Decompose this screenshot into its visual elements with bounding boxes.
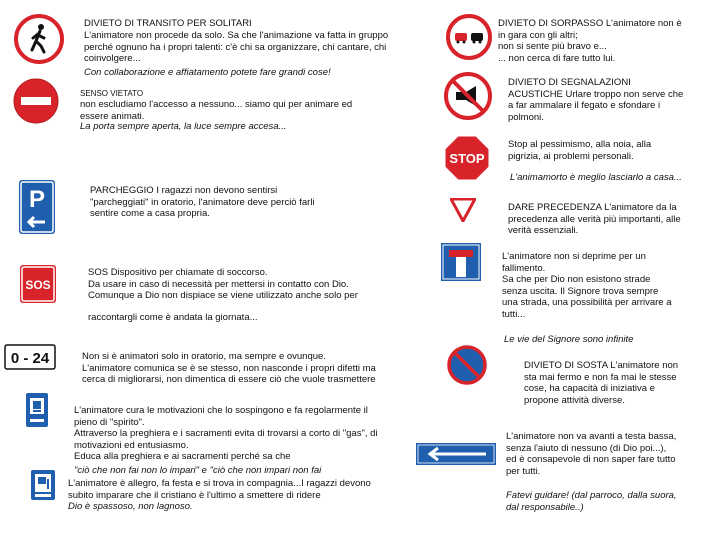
deadend-body: L'animatore non si deprime per un fallimento. Sa che per Dio non esistono strade senza uscita. Il Signore trova sempre una strada, una possibilità per arrivare a tutti...: [502, 251, 672, 320]
parcheggio-body: PARCHEGGIO I ragazzi non devono sentirsi "parcheggiati" in oratorio, l'animatore deve perciò farli sentire come a casa propria.: [90, 185, 315, 219]
acustiche-body: DIVIETO DI SEGNALAZIONI ACUSTICHE Urlare troppo non serve che a far ammalare il fegato e sfondare i polmoni.: [508, 77, 684, 123]
senso-title: SENSO VIETATO: [80, 89, 144, 98]
hours-label: 0 - 24: [10, 350, 50, 367]
0-24-icon: [4, 344, 56, 370]
parking-icon: [19, 180, 55, 234]
yield-icon: [450, 198, 476, 222]
one-way-arrow-icon: [416, 443, 496, 465]
fuel-body-2: L'animatore è allegro, fa festa e si trova in compagnia...I ragazzi devono subito imparare che il cristiano è l'ultimo a smettere di ridere: [68, 478, 371, 501]
sosta-body: DIVIETO DI SOSTA L'animatore non sta mai fermo e non fa mai le stesse cose, ha capacità di iniziativa e propone attività diverse.: [524, 360, 679, 406]
sos-label: SOS: [25, 278, 51, 292]
pedestrian-prohibited-icon: [14, 14, 64, 64]
transit-motto: Con collaborazione e affiatamento potete fare grandi cose!: [84, 67, 331, 78]
stop-sign-icon: [444, 135, 490, 181]
stop-motto: L'animamorto è meglio lasciarlo a casa...: [510, 172, 682, 183]
stop-label: STOP: [449, 151, 485, 166]
service-station-icon: [31, 470, 55, 500]
deadend-motto: Le vie del Signore sono infinite: [504, 334, 634, 345]
sos-body: SOS Dispositivo per chiamate di soccorso. Da usare in caso di necessità per mettersi in contatto con Dio. Comunque a Dio non dispiace se viene utilizzato anche solo per: [88, 267, 358, 301]
oneway-body: L'animatore non va avanti a testa bassa, senza l'aiuto di nessuno (di Dio poi...), ed è consapevole di non saper fare tutto per tutti.: [506, 431, 677, 477]
senso-body: non escludiamo l'accesso a nessuno... siamo qui per animare ed essere animati.: [80, 99, 353, 122]
fuel-quote: "ciò che non fai non lo impari" e "ciò che non impari non fai: [74, 465, 322, 476]
fuel-station-icon: [26, 393, 48, 427]
fuel-body: L'animatore cura le motivazioni che lo sospingono e fa regolarmente il pieno di "spirito". Attraverso la preghiera e i sacramenti evita di trovarsi a corto di "gas", di motivazioni ed entusiasmo. Educa alla preghiera e ai sacramenti perché sa che: [74, 405, 378, 462]
sos-body-end: raccontargli come è andata la giornata...: [88, 312, 258, 323]
fuel-motto: Dio è spassoso, non lagnoso.: [68, 501, 193, 512]
hours-body: Non si è animatori solo in oratorio, ma sempre e ovunque. L'animatore comunica se è se stesso, non nasconde i propri difetti ma cerca di migliorarsi, non dimentica di essere ciò che vuole trasmettere: [82, 351, 376, 385]
oneway-motto: Fatevi guidare! (dal parroco, dalla suora, dal responsabile..): [506, 490, 677, 513]
no-horn-icon: [444, 72, 492, 120]
no-entry-icon: [13, 78, 59, 124]
no-overtaking-icon: [446, 14, 492, 60]
precedenza-body: DARE PRECEDENZA L'animatore da la precedenza alle verità più importanti, alle verità essenziali.: [508, 202, 681, 236]
stop-body: Stop al pessimismo, alla noia, alla pigrizia, ai problemi personali.: [508, 139, 652, 162]
transit-title: DIVIETO DI TRANSITO PER SOLITARI: [84, 18, 252, 29]
transit-body: L'animatore non procede da solo. Sa che l'animazione va fatta in gruppo perché ognuno ha i propri talenti: c'è chi sa organizzare, chi cantare, chi coinvolgere...: [84, 30, 389, 64]
dead-end-icon: [441, 243, 481, 281]
sos-icon: [20, 265, 56, 303]
senso-motto: La porta sempre aperta, la luce sempre accesa...: [80, 121, 287, 132]
sorpasso-body: DIVIETO DI SORPASSO L'animatore non è in gara con gli altri; non si sente più bravo e... ... non cerca di fare tutto lui.: [498, 18, 682, 64]
parking-letter: P: [28, 186, 46, 213]
no-parking-icon: [447, 345, 487, 385]
